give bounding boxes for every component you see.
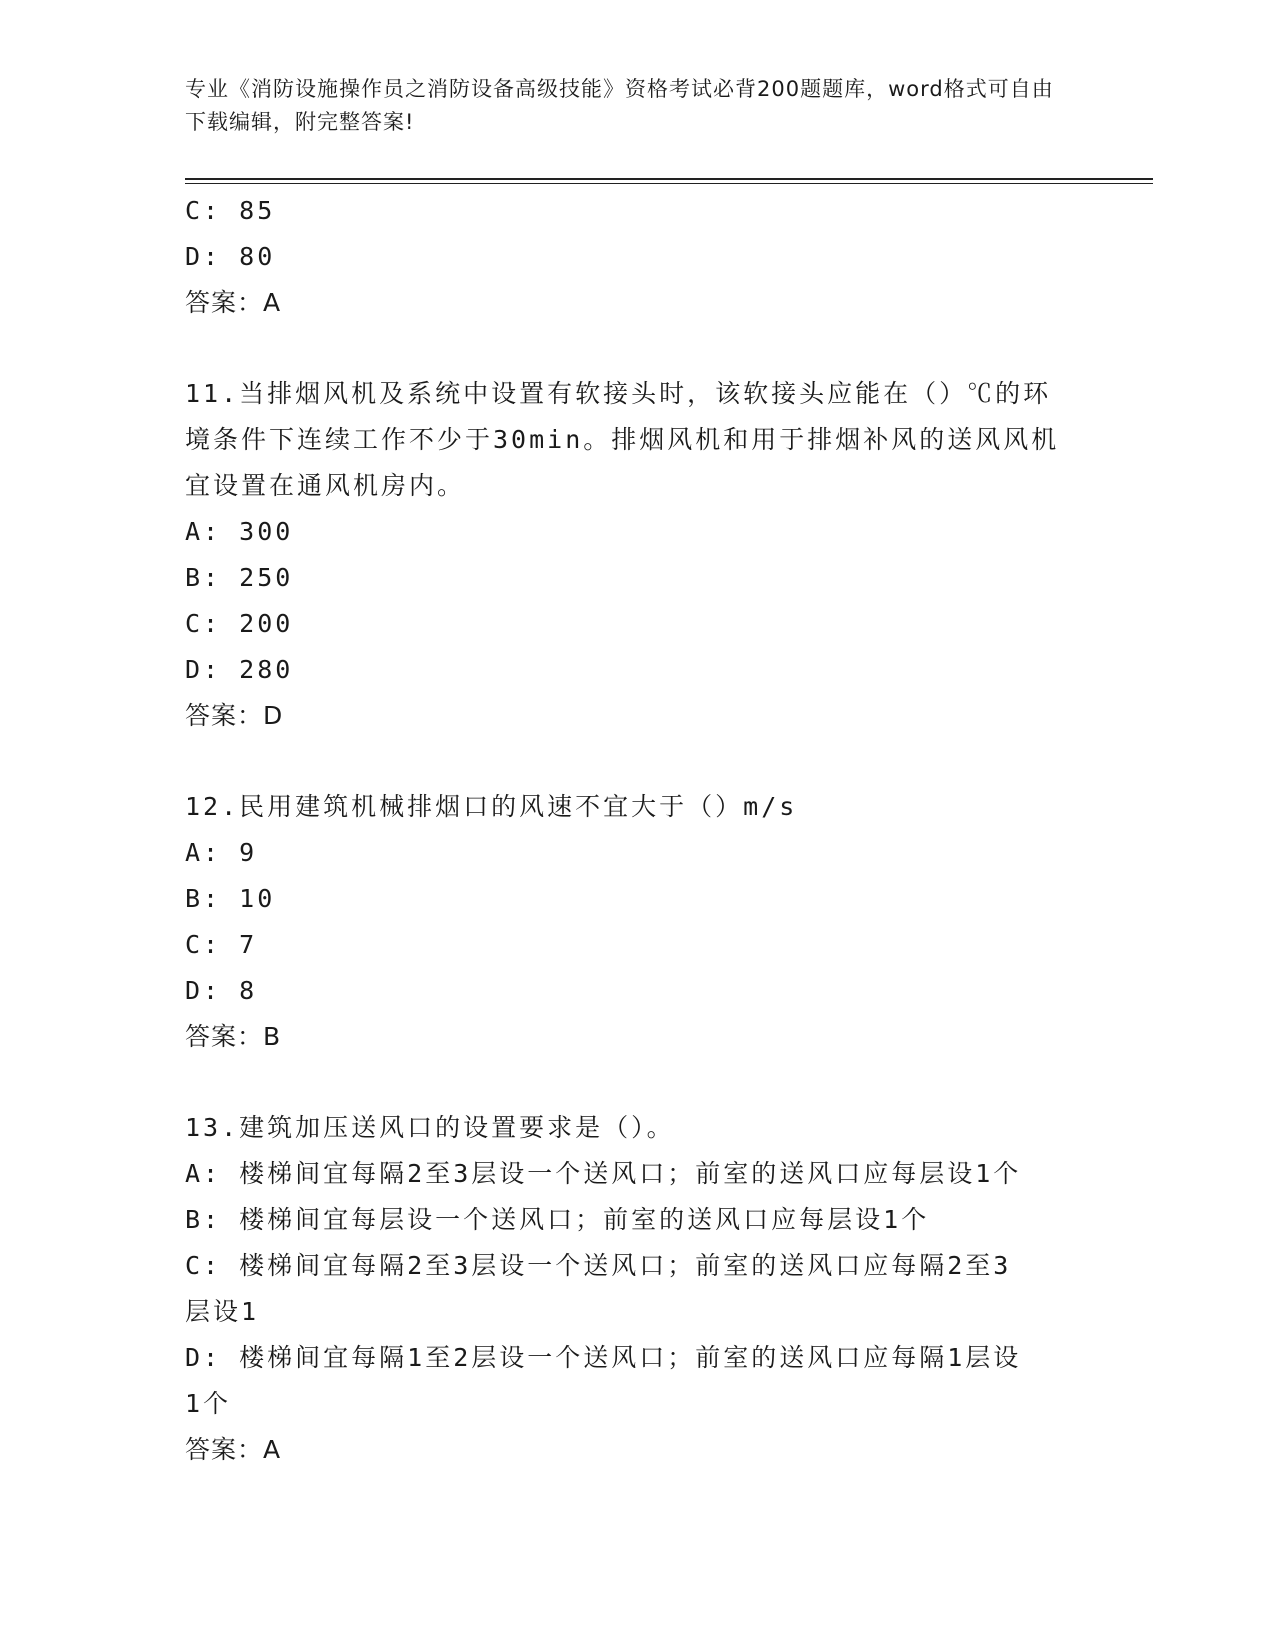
option-b: B: 250 [185,563,294,592]
question-block-12 [185,784,1085,1060]
header-rule-thick [185,178,1153,180]
option-a: A: 300 [185,517,294,546]
question-list [185,188,1085,1473]
question-stem-line: 13.建筑加压送风口的设置要求是（）。 [185,1113,675,1142]
option-c: C: 200 [185,609,294,638]
option-b: B: 楼梯间宜每层设一个送风口；前室的送风口应每层设1个 [185,1205,930,1234]
option-a: A: 楼梯间宜每隔2至3层设一个送风口；前室的送风口应每层设1个 [185,1159,1022,1188]
option-b: B: 10 [185,884,276,913]
option-d: D: 8 [185,976,258,1005]
question-stem-line: 境条件下连续工作不少于30min。排烟风机和用于排烟补风的送风风机 [185,425,1060,454]
option-d: D: 楼梯间宜每隔1至2层设一个送风口；前室的送风口应每隔1层设 [185,1343,1022,1372]
question-block-11 [185,371,1085,739]
option-a: A: 9 [185,838,258,867]
question-stem-line: 11.当排烟风机及系统中设置有软接头时，该软接头应能在（）℃的环 [185,379,1052,408]
option-c: C: 85 [185,196,276,225]
answer-label: 答案：B [185,1022,282,1051]
page-header: 专业《消防设施操作员之消防设备高级技能》资格考试必背200题题库，word格式可自由下载编辑，附完整答案! [185,77,1054,134]
question-stem-line: 12.民用建筑机械排烟口的风速不宜大于（）m/s [185,792,798,821]
header-rule-thin [185,183,1153,184]
option-c: C: 楼梯间宜每隔2至3层设一个送风口；前室的送风口应每隔2至3 [185,1251,1012,1280]
option-d: D: 80 [185,242,276,271]
option-c-continued: 层设1 [185,1297,260,1326]
option-d: D: 280 [185,655,294,684]
question-block-13 [185,1105,1085,1473]
answer-label: 答案：A [185,1435,282,1464]
option-c: C: 7 [185,930,258,959]
question-stem-line: 宜设置在通风机房内。 [185,471,466,500]
answer-label: 答案：D [185,701,284,730]
option-d-continued: 1个 [185,1389,232,1418]
question-block-10 [185,188,1085,326]
answer-label: 答案：A [185,288,282,317]
